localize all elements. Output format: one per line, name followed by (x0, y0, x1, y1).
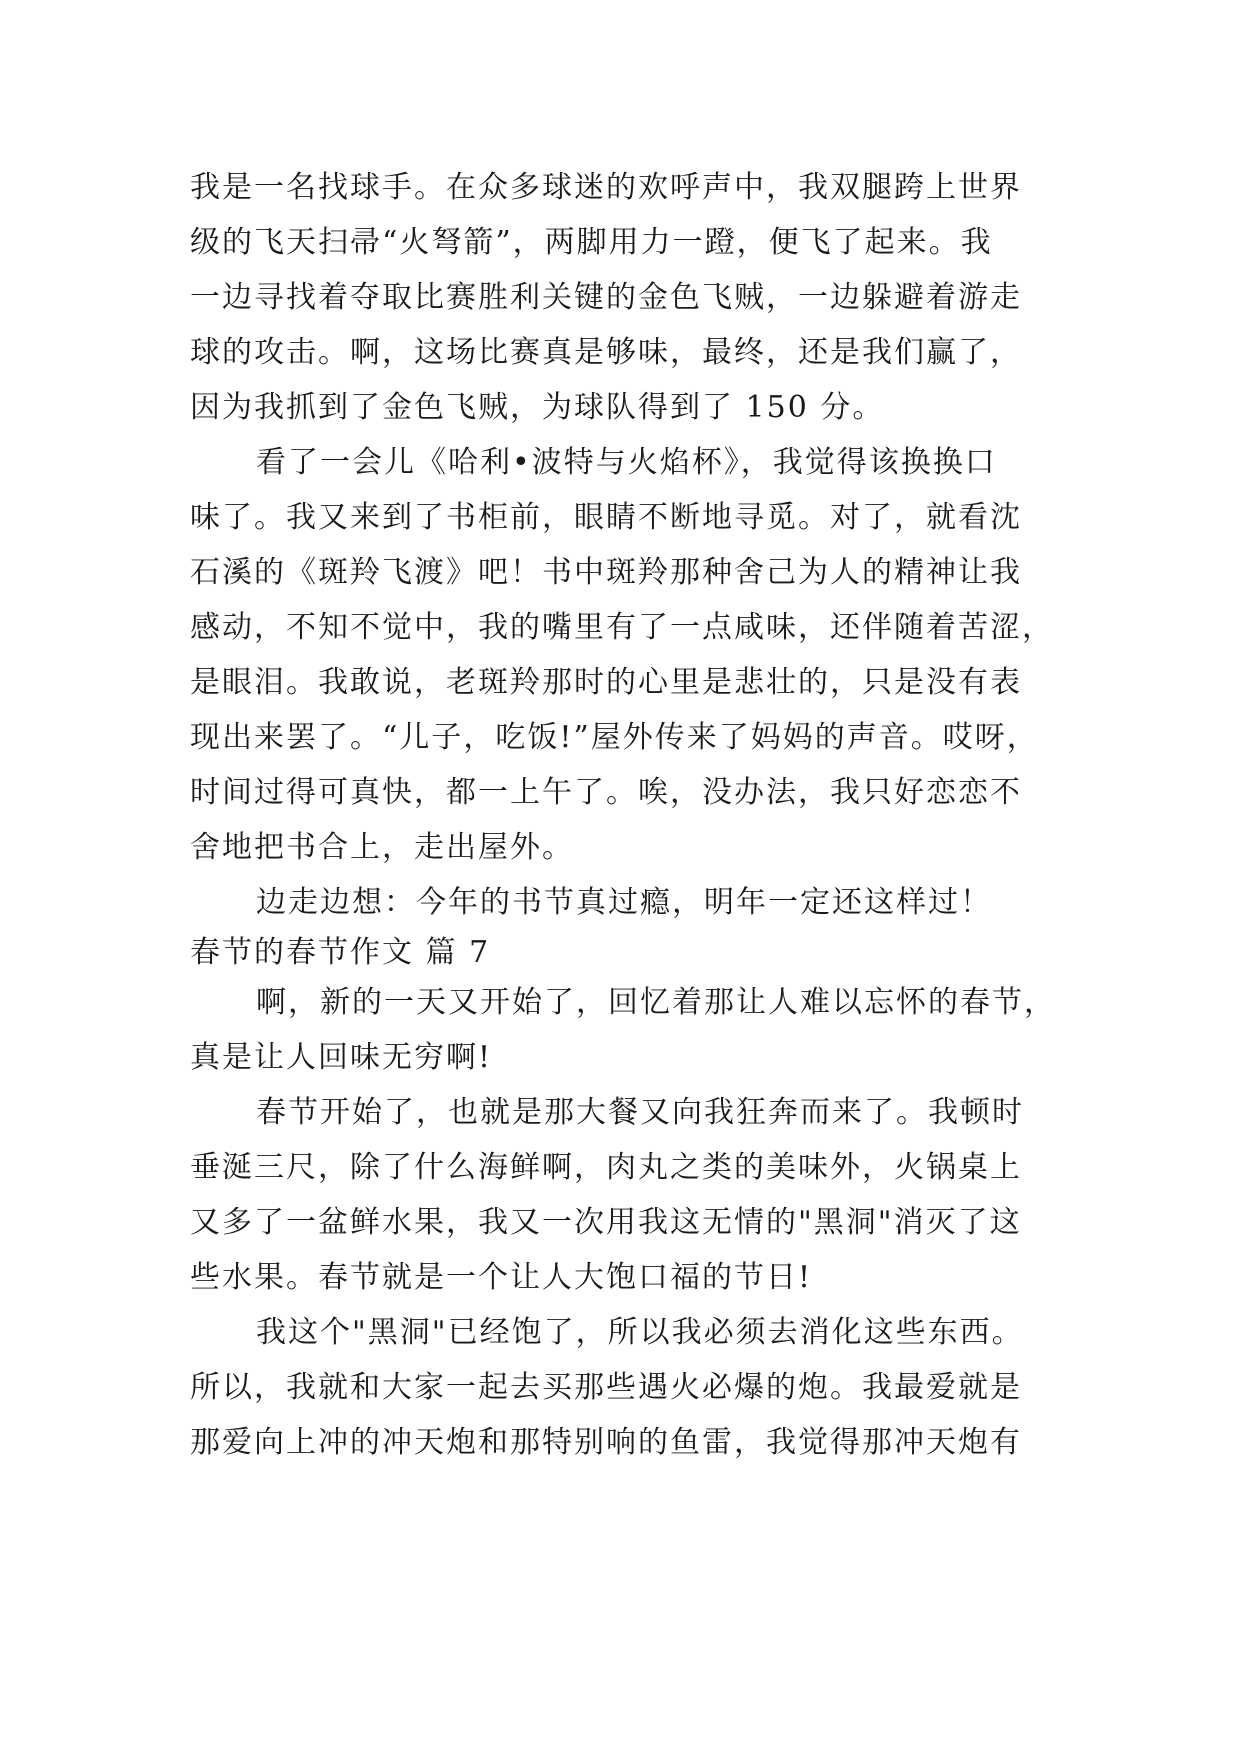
paragraph-line: 所以，我就和大家一起去买那些遇火必爆的炮。我最爱就是 (190, 1370, 1022, 1405)
paragraph (190, 975, 1056, 1085)
paragraph-line: 球的攻击。啊，这场比赛真是够味，最终，还是我们赢了， (190, 335, 1022, 370)
paragraph-line: 真是让人回味无穷啊! (190, 1040, 493, 1075)
paragraph-line: 又多了一盆鲜水果，我又一次用我这无情的"黑洞"消灭了这 (190, 1205, 1022, 1240)
paragraph-line: 一边寻找着夺取比赛胜利关键的金色飞贼，一边躲避着游走 (190, 280, 1022, 315)
paragraph-line: 因为我抓到了金色飞贼，为球队得到了 150 分。 (190, 390, 885, 425)
paragraph-line: 级的飞天扫帚“火弩箭”，两脚用力一蹬，便飞了起来。我 (190, 225, 993, 260)
paragraph (190, 875, 1050, 930)
paragraph-line: 味了。我又来到了书柜前，眼睛不断地寻觅。对了，就看沈 (190, 500, 1022, 535)
paragraph-line: 感动，不知不觉中，我的嘴里有了一点咸味，还伴随着苦涩， (190, 610, 1054, 645)
paragraph-line: 些水果。春节就是一个让人大饱口福的节日! (190, 1260, 813, 1295)
paragraph-line: 春节开始了，也就是那大餐又向我狂奔而来了。我顿时 (256, 1095, 1024, 1130)
paragraph-line: 啊，新的一天又开始了，回忆着那让人难以忘怀的春节， (256, 985, 1056, 1020)
section-heading: 春节的春节作文 篇 7 (190, 935, 491, 970)
paragraph-line: 我是一名找球手。在众多球迷的欢呼声中，我双腿跨上世界 (190, 170, 1022, 205)
paragraph-line: 舍地把书合上，走出屋外。 (190, 830, 574, 865)
document-body (190, 160, 1056, 1470)
paragraph-line: 时间过得可真快，都一上午了。唉，没办法，我只好恋恋不 (190, 775, 1022, 810)
paragraph (190, 435, 1054, 875)
paragraph (190, 1085, 1050, 1305)
paragraph-line: 是眼泪。我敢说，老斑羚那时的心里是悲壮的，只是没有表 (190, 665, 1022, 700)
paragraph-line: 我这个"黑洞"已经饱了，所以我必须去消化这些东西。 (256, 1315, 1024, 1350)
paragraph-line: 那爱向上冲的冲天炮和那特别响的鱼雷，我觉得那冲天炮有 (190, 1425, 1022, 1460)
paragraph (190, 1305, 1050, 1470)
paragraph-line: 垂涎三尺，除了什么海鲜啊，肉丸之类的美味外，火锅桌上 (190, 1150, 1022, 1185)
paragraph (190, 160, 1050, 435)
paragraph-line: 石溪的《斑羚飞渡》吧！书中斑羚那种舍己为人的精神让我 (190, 555, 1022, 590)
paragraph-line: 现出来罢了。“儿子，吃饭!”屋外传来了妈妈的声音。哎呀， (190, 720, 1039, 755)
paragraph-line: 边走边想：今年的书节真过瘾，明年一定还这样过！ (256, 885, 992, 920)
paragraph-line: 看了一会儿《哈利•波特与火焰杯》，我觉得该换换口 (256, 445, 997, 480)
